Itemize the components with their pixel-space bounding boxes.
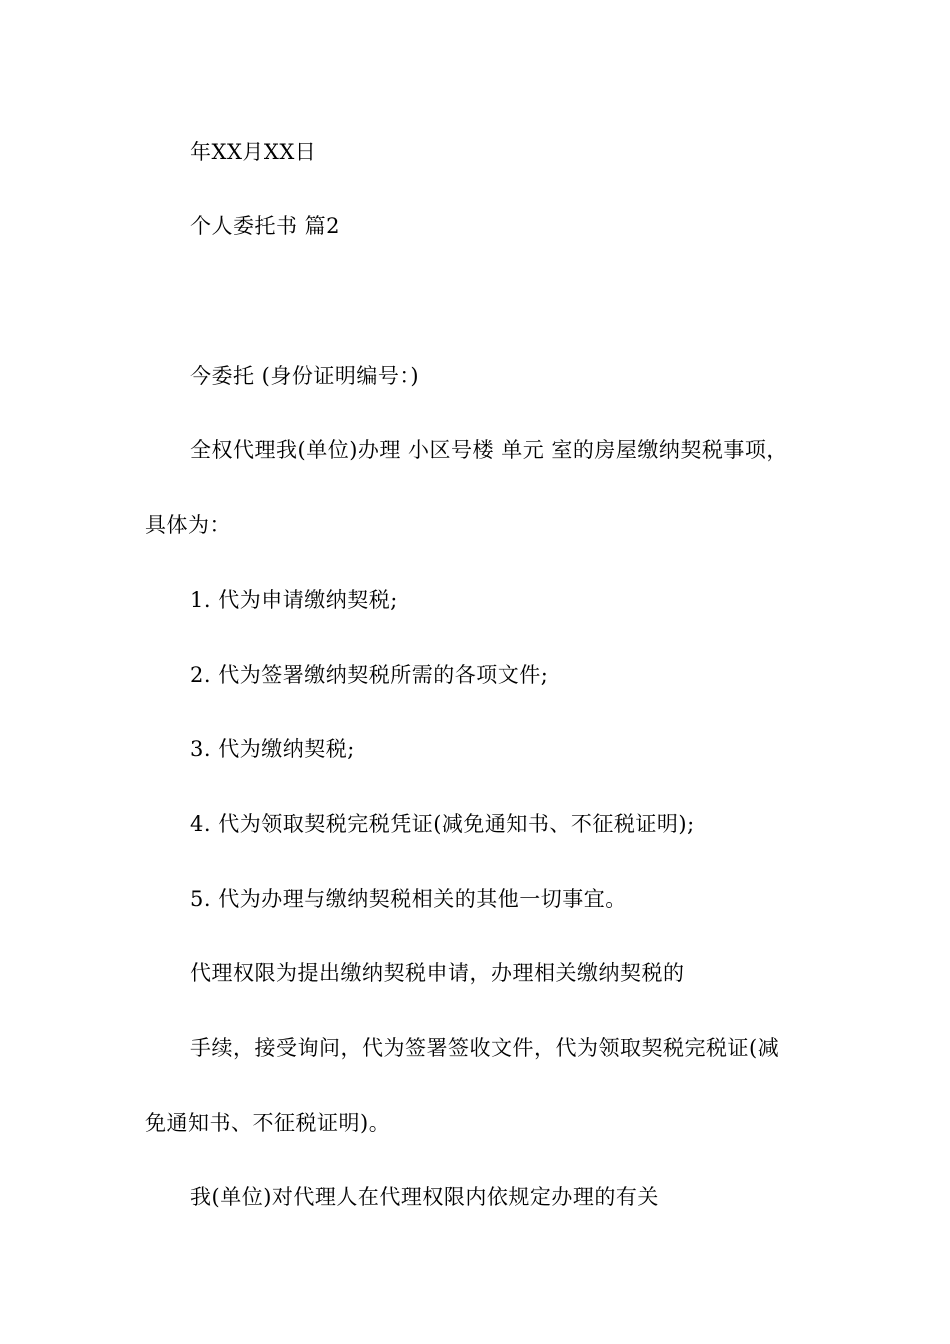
paragraph-authority: 全权代理我(单位)办理 小区号楼 单元 室的房屋缴纳契税事项，: [190, 438, 788, 462]
list-item-2: 2. 代为签署缴纳契税所需的各项文件;: [190, 663, 549, 687]
list-item-4: 4. 代为领取契税完税凭证(减免通知书、不征税证明);: [190, 812, 695, 836]
paragraph-responsibility: 我(单位)对代理人在代理权限内依规定办理的有关: [190, 1185, 659, 1209]
paragraph-entrust: 今委托 (身份证明编号：): [190, 364, 420, 388]
paragraph-procedures-cont: 免通知书、不征税证明)。: [145, 1111, 391, 1135]
list-item-3: 3. 代为缴纳契税;: [190, 737, 355, 761]
paragraph-specifics: 具体为：: [145, 513, 231, 537]
section-title: 个人委托书 篇2: [190, 214, 341, 238]
list-item-1: 1. 代为申请缴纳契税;: [190, 588, 398, 612]
paragraph-scope: 代理权限为提出缴纳契税申请，办理相关缴纳契税的: [190, 961, 685, 985]
paragraph-procedures: 手续，接受询问，代为签署签收文件，代为领取契税完税证(减: [190, 1036, 780, 1060]
list-item-5: 5. 代为办理与缴纳契税相关的其他一切事宜。: [190, 887, 627, 911]
date-line: 年XX月XX日: [190, 140, 317, 164]
